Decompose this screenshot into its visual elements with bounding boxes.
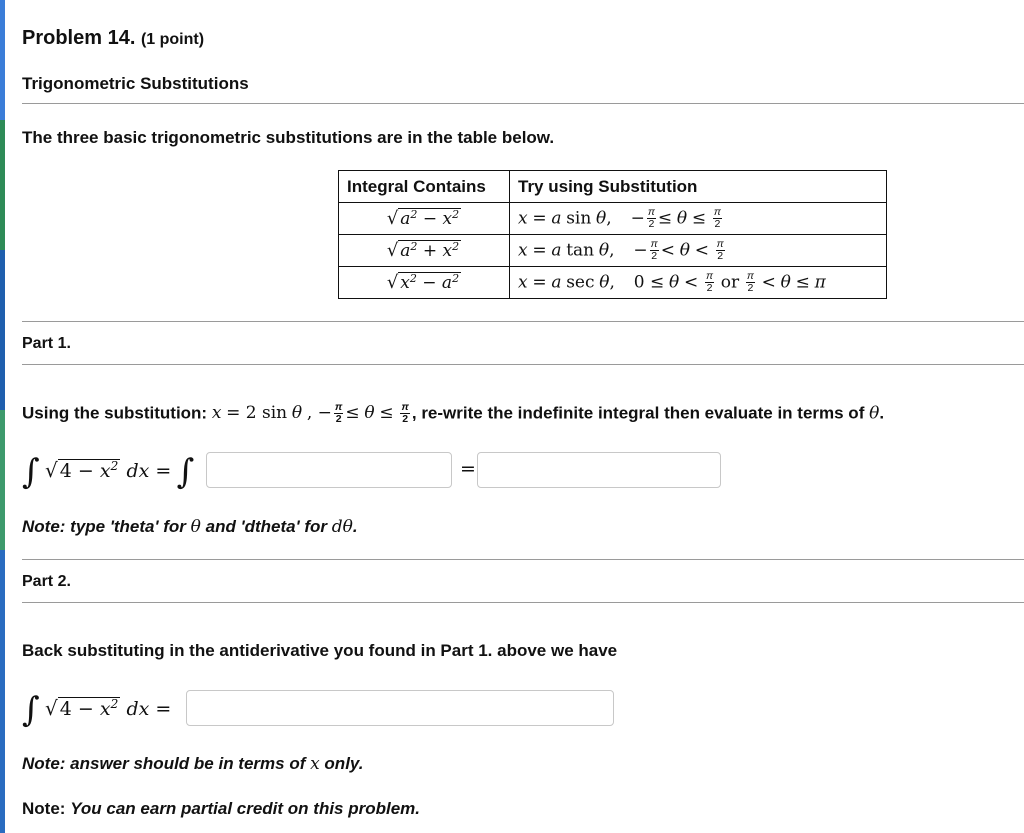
part1-answer1-input[interactable] [206, 452, 452, 488]
table-cell-substitution: x = a tan θ, − $\frac{\pi}{2}$ < θ < $\frac{\pi}{2}$ [510, 235, 887, 267]
part1-substitution: x = 2 sin θ , − $\frac{\pi}{2}$ ≤ θ ≤ $\frac{\pi}{2}$ [211, 401, 409, 426]
left-edge-strip [0, 0, 5, 833]
part1-prompt-tail: , re-write the indefinite integral then evaluate in terms of [411, 403, 865, 423]
sqrt-a2-plus-x2: √ $a^2 + x^2$ [386, 239, 460, 261]
part2-integrand: √ $4 - x^2$ dx = [45, 696, 172, 720]
problem-title [22, 27, 204, 50]
problem-points: (1 point) [140, 31, 205, 48]
table-cell-substitution: x = a sin θ, − $\frac{\pi}{2}$ ≤ θ ≤ $\frac{\pi}{2}$ [510, 203, 887, 235]
header-substitution: Try using Substitution [510, 171, 887, 203]
part1-prompt: Using the substitution: x = 2 sin θ , − $\frac{\pi}{2}$ ≤ θ ≤ $\frac{\pi}{2}$ , re-write the indefinite integral then evaluate in terms of θ. [22, 401, 885, 426]
part1-label: Part 1. [22, 335, 71, 352]
divider [22, 364, 1024, 365]
table-row [339, 203, 887, 235]
partial-credit-text: You can earn partial credit on this problem. [70, 799, 421, 818]
divider [22, 602, 1024, 603]
part1-answer2-input[interactable] [477, 452, 721, 488]
theta-symbol: θ [869, 403, 880, 424]
part1-prompt-lead: Using the substitution: [22, 403, 208, 423]
part1-integrand: √ $4 - x^2$ dx = [45, 458, 172, 482]
part1-integral-line [22, 452, 194, 492]
integral-sign: ∫ [22, 452, 40, 492]
part2-prompt: Back substituting in the antiderivative you found in Part 1. above we have [22, 641, 618, 660]
table-cell-integral [339, 235, 510, 267]
integral-sign: ∫ [176, 452, 195, 492]
table-cell-integral [339, 203, 510, 235]
table-row [339, 267, 887, 299]
table-cell-substitution: x = a sec θ, 0 ≤ θ < $\frac{\pi}{2}$ or $\frac{\pi}{2}$ < θ ≤ π [510, 267, 887, 299]
header-integral-contains: Integral Contains [339, 171, 510, 203]
divider [22, 321, 1024, 322]
divider [22, 559, 1024, 560]
substitution-table [338, 170, 887, 299]
integral-sign: ∫ [22, 690, 40, 730]
part2-label: Part 2. [22, 573, 71, 590]
partial-credit-label: Note: [22, 799, 66, 818]
divider [22, 103, 1024, 104]
partial-credit-note [22, 799, 420, 819]
part2-integral-line [22, 690, 171, 730]
part2-answer-input[interactable] [186, 690, 614, 726]
sqrt-x2-minus-a2: √ $x^2 - a^2$ [386, 271, 460, 293]
sqrt-a2-minus-x2: √ $a^2 - x^2$ [386, 207, 460, 229]
problem-number: Problem 14. [22, 27, 136, 49]
intro-text: The three basic trigonometric substitutions are in the table below. [22, 128, 555, 147]
table-row [339, 235, 887, 267]
problem-subtitle: Trigonometric Substitutions [22, 74, 249, 93]
part2-note: Note: answer should be in terms of x only. [22, 754, 364, 774]
part1-note: Note: type 'theta' for θ and 'dtheta' for dθ. [22, 517, 358, 537]
table-header-row [339, 171, 887, 203]
equals-sign: = [460, 458, 476, 480]
table-cell-integral [339, 267, 510, 299]
